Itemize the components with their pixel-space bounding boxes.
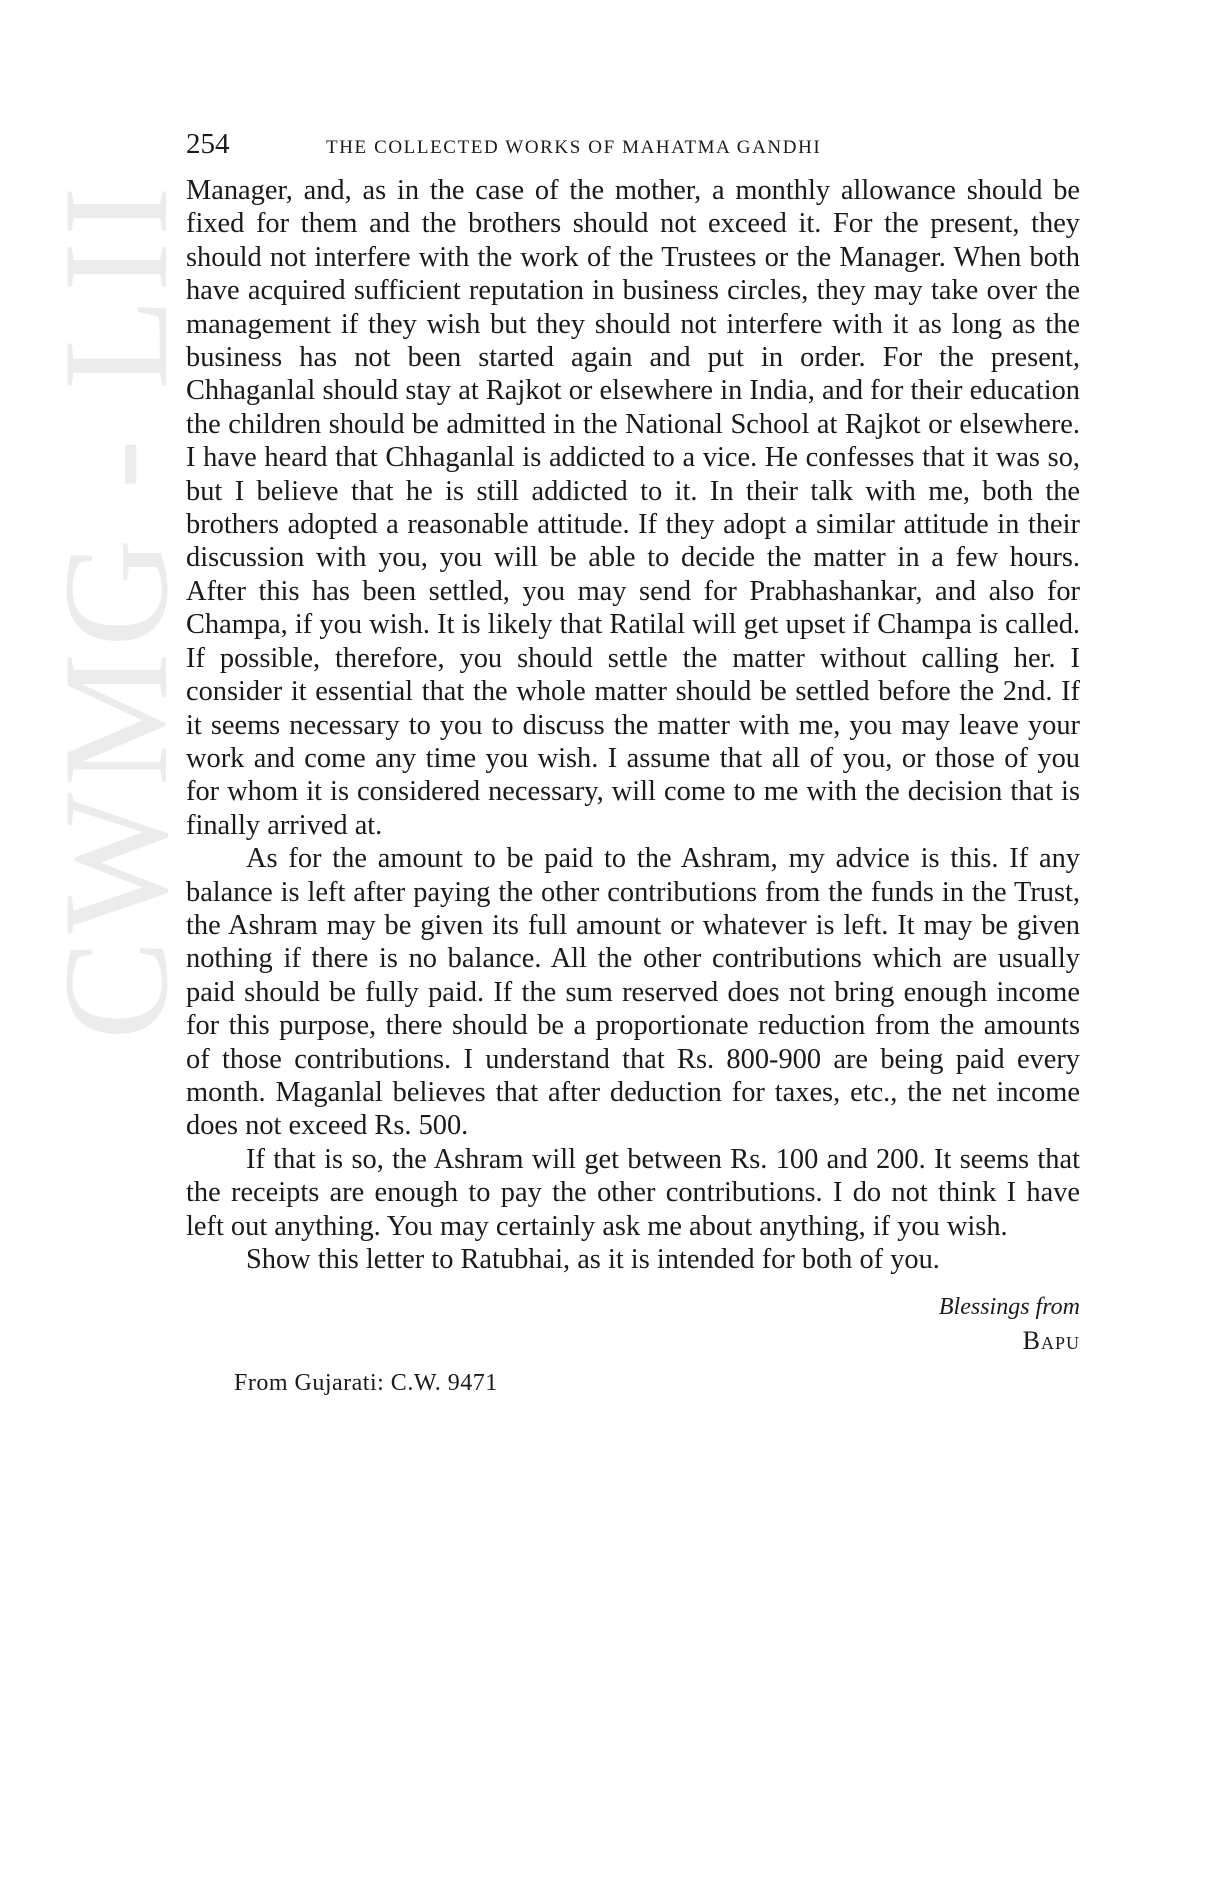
paragraph: Manager, and, as in the case of the mother, a monthly allowance should be fixed for them and the brothers should not exceed it. For the present, they should not interfere with the work of the Trustees or the Manager. When both have acquired sufficient reputation in business circles, they may take over the management if they wish but they should not interfere with it as long as the business has not been started again and put in order. For the present, Chhaganlal should stay at Rajkot or elsewhere in India, and for their education the children should be admitted in the National School at Rajkot or elsewhere. I have heard that Chhaganlal is addicted to a vice. He confesses that it was so, but I believe that he is still addicted to it. In their talk with me, both the brothers adopted a reasonable attitude. If they adopt a similar attitude in their discussion with you, you will be able to decide the matter in a few hours. After this has been settled, you may send for Prabhashankar, and also for Champa, if you wish. It is likely that Ratilal will get upset if Champa is called. If possible, therefore, you should settle the matter without calling her. I consider it essential that the whole matter should be settled before the 2nd. If it seems necessary to you to discuss the matter with me, you may leave your work and come any time you wish. I assume that all of you, or those of you for whom it is considered necessary, will come to me with the decision that is finally arrived at. [186,175,1080,841]
blessings-line: Blessings from [938,1294,1080,1321]
document-page [186,128,1080,1397]
letter-body [186,174,1080,1276]
page-number: 254 [186,128,230,160]
running-header [186,128,1080,168]
watermark: CWMG - LII [33,180,199,1040]
paragraph: Show this letter to Ratubhai, as it is intended for both of you. [246,1244,940,1275]
signoff [186,1290,1080,1358]
paragraph: As for the amount to be paid to the Ashram, my advice is this. If any balance is left after paying the other contributions from the funds in the Trust, the Ashram may be given its full amount or whatever is left. It may be given nothing if there is no balance. All the other contributions which are usually paid should be fully paid. If the sum reserved does not bring enough income for this purpose, there should be a proportionate reduction from the amounts of those contributions. I understand that Rs. 800-900 are being paid every month. Maganlal believes that after deduction for taxes, etc., the net income does not exceed Rs. 500. [186,843,1080,1142]
running-title: THE COLLECTED WORKS OF MAHATMA GANDHI [326,137,822,158]
paragraph: If that is so, the Ashram will get between Rs. 100 and 200. It seems that the receipts are enough to pay the other contributions. I do not think I have left out anything. You may certainly ask me about anything, if you wish. [186,1143,1080,1242]
signature: Bapu [1022,1326,1080,1356]
source-note: From Gujarati: C.W. 9471 [234,1370,498,1397]
